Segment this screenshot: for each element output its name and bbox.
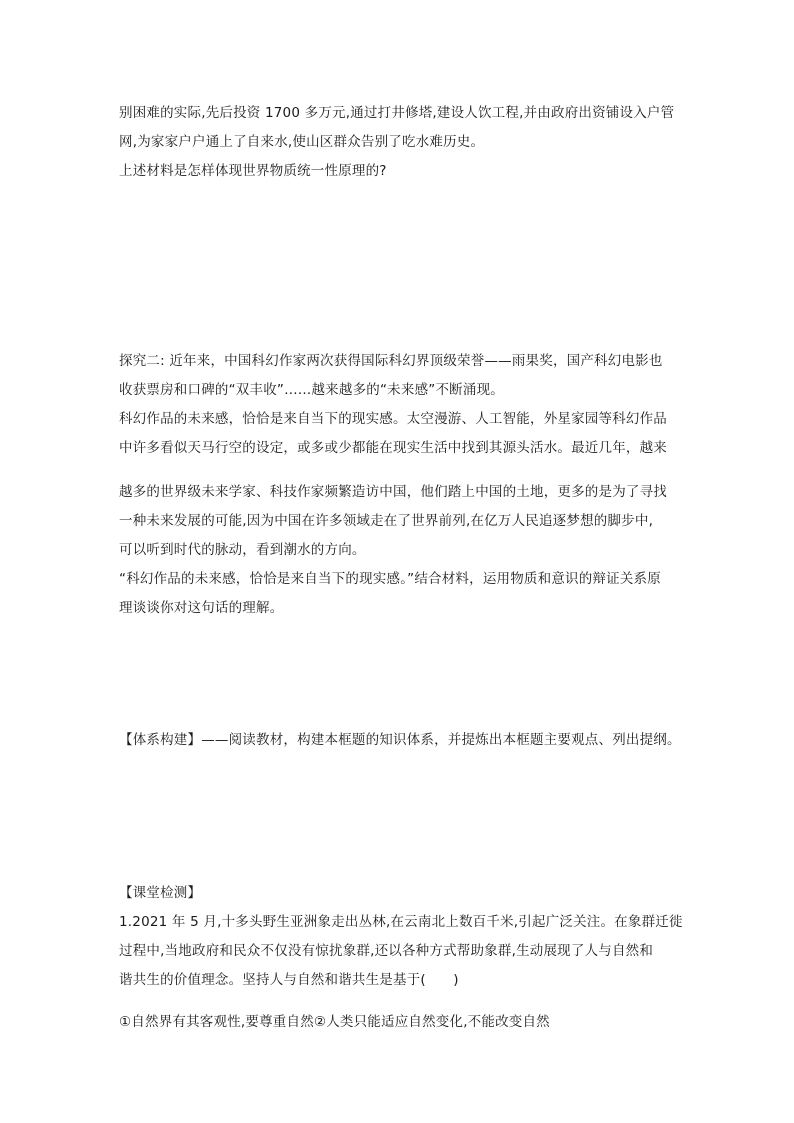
test-question-line: 谐共生的价值理念。坚持人与自然和谐共生是基于( ) [119, 972, 459, 988]
question-text: 上述材料是怎样体现世界物质统一性原理的? [119, 163, 387, 179]
explore-body-line: 中许多看似天马行空的设定，或多或少都能在现实生活中找到其源头活水。最近几年，越来 [119, 440, 667, 456]
explore-intro-line: 探究二: 近年来，中国科幻作家两次获得国际科幻界顶级荣誉——雨果奖，国产科幻电影也 [119, 353, 663, 369]
explore-body-line: 可以听到时代的脉动，看到潮水的方向。 [119, 542, 366, 558]
explore-intro-line: 收获票房和口碑的“双丰收”……越来越多的“未来感”不断涌现。 [119, 382, 504, 398]
test-question-line: 1.2021 年 5 月,十多头野生亚洲象走出丛林,在云南北上数百千米,引起广泛关注。在象群迁徙 [119, 914, 683, 930]
test-options-line: ①自然界有其客观性,要尊重自然②人类只能适应自然变化,不能改变自然 [119, 1014, 550, 1030]
test-question-line: 过程中,当地政府和民众不仅没有惊扰象群,还以各种方式帮助象群,生动展现了人与自然和 [119, 943, 654, 959]
classroom-test-heading: 【课堂检测】 [119, 885, 202, 901]
explore-question-line: 理谈谈你对这句话的理解。 [119, 600, 284, 616]
explore-body-line: 科幻作品的未来感，恰恰是来自当下的现实感。太空漫游、人工智能，外星家园等科幻作品 [119, 411, 667, 427]
explore-question-line: “科幻作品的未来感，恰恰是来自当下的现实感。”结合材料，运用物质和意识的辩证关系原 [119, 571, 661, 587]
system-build-text: 【体系构建】——阅读教材，构建本框题的知识体系，并提炼出本框题主要观点、列出提纲。 [119, 732, 681, 748]
explore-body-line: 越多的世界级未来学家、科技作家频繁造访中国，他们踏上中国的土地，更多的是为了寻找 [119, 484, 667, 500]
paragraph-line: 别困难的实际,先后投资 1700 多万元,通过打井修塔,建设人饮工程,并由政府出资铺设入户管 [119, 105, 675, 121]
paragraph-line: 网,为家家户户通上了自来水,使山区群众告别了吃水难历史。 [119, 134, 485, 150]
explore-body-line: 一种未来发展的可能,因为中国在许多领域走在了世界前列,在亿万人民追逐梦想的脚步中, [119, 513, 654, 529]
